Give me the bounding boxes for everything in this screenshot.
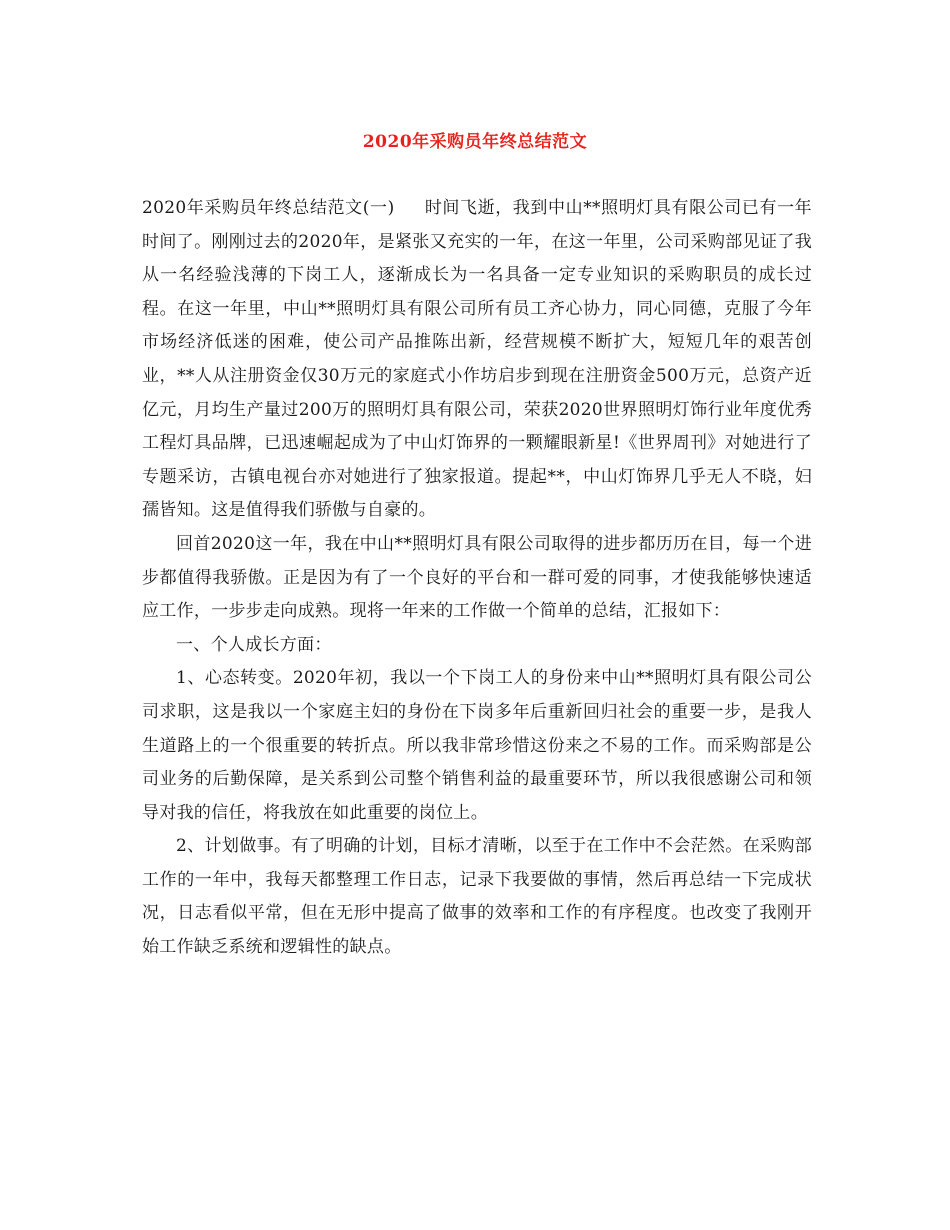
paragraph-planned-work: 2、计划做事。有了明确的计划，目标才清晰，以至于在工作中不会茫然。在采购部工作的一年中，我每天都整理工作日志，记录下我要做的事情，然后再总结一下完成状况，日志看似平常，但在无形中提高了做事的效率和工作的有序程度。也改变了我刚开始工作缺乏系统和逻辑性的缺点。 [142,836,812,958]
paragraph-intro-text: 时间飞逝，我到中山**照明灯具有限公司已有一年时间了。刚刚过去的2020年，是紧张又充实的一年，在这一年里，公司采购部见证了我从一名经验浅薄的下岗工人，逐渐成长为一名具备一定专业知识的采购职员的成长过程。在这一年里，中山**照明灯具有限公司所有员工齐心协力，同心同德，克服了今年市场经济低迷的困难，使公司产品推陈出新，经营规模不断扩大，短短几年的艰苦创业，**人从注册资金仅30万元的家庭式小作坊启步到现在注册资金500万元，总资产近亿元，月均生产量过200万的照明灯具有限公司，荣获2020世界照明灯饰行业年度优秀工程灯具品牌，已迅速崛起成为了中山灯饰界的一颗耀眼新星!《世界周刊》对她进行了专题采访，古镇电视台亦对她进行了独家报道。提起**，中山灯饰界几乎无人不晓，妇孺皆知。这是值得我们骄傲与自豪的。 [142,198,812,521]
section-heading-personal-growth: 一、个人成长方面： [176,634,332,655]
paragraph-intro-lead: 2020年采购员年终总结范文(一) [142,198,395,218]
document-body [142,192,812,965]
document-title: 2020年采购员年终总结范文 [362,132,588,152]
paragraph-mindset-change: 1、心态转变。2020年初，我以一个下岗工人的身份来中山**照明灯具有限公司公司求职，这是我以一个家庭主妇的身份在下岗多年后重新回归社会的重要一步，是我人生道路上的一个很重要的转折点。所以我非常珍惜这份来之不易的工作。而采购部是公司业务的后勤保障，是关系到公司整个销售利益的最重要环节，所以我很感谢公司和领导对我的信任，将我放在如此重要的岗位上。 [142,668,812,823]
paragraph-review: 回首2020这一年，我在中山**照明灯具有限公司取得的进步都历历在目，每一个进步都值得我骄傲。正是因为有了一个良好的平台和一群可爱的同事，才使我能够快速适应工作，一步步走向成熟。现将一年来的工作做一个简单的总结，汇报如下： [142,533,812,622]
paragraph-intro [142,192,812,528]
